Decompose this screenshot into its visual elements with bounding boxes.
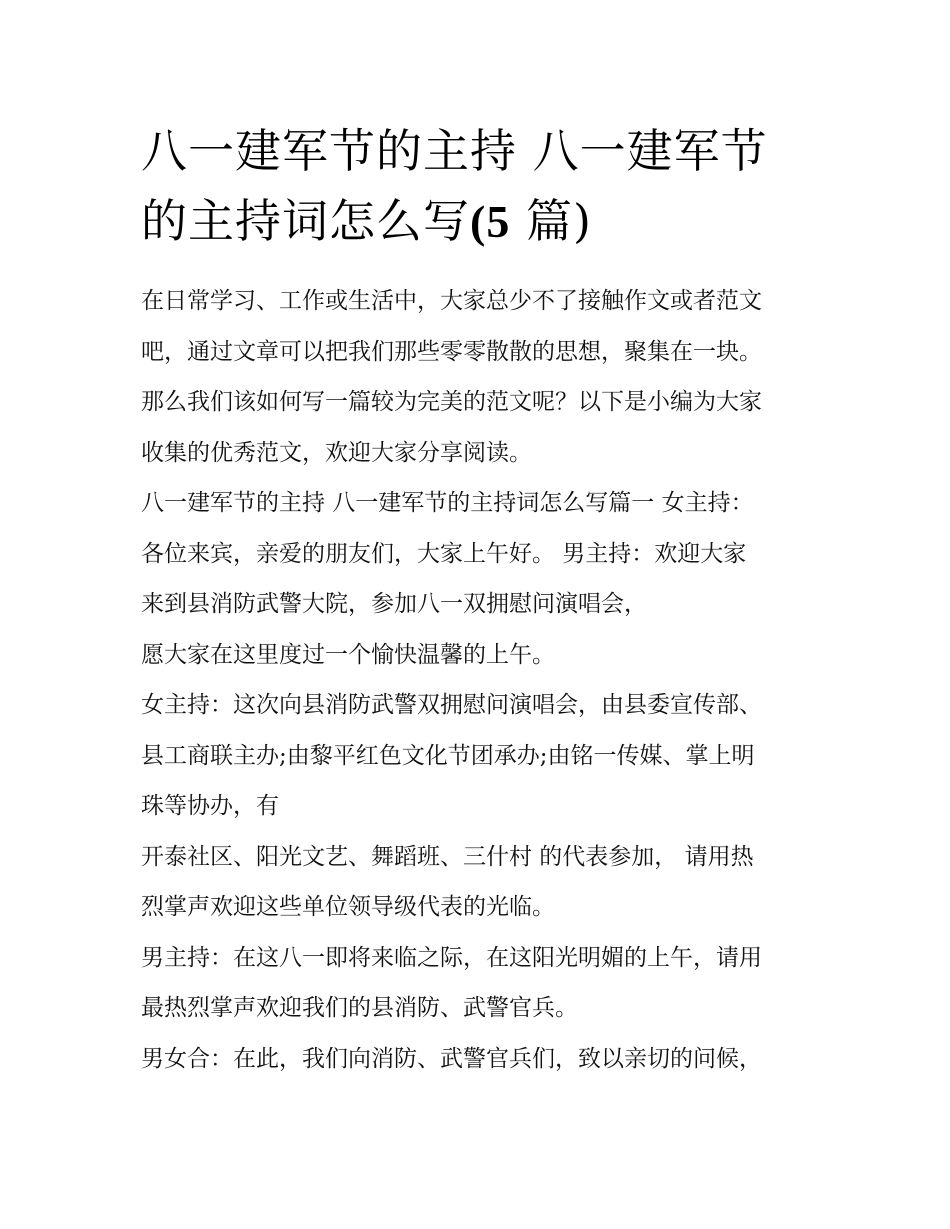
- document-title: [141, 116, 831, 257]
- title-part-1: 八一建军节的主持 八一建军节: [141, 124, 768, 178]
- body-line-9: 女主持：这次向县消防武警双拥慰问演唱会，由县委宣传部、: [141, 692, 762, 718]
- body-line-10: 县工商联主办;由黎平红色文化节团承办;由铭一传媒、掌上明: [141, 742, 755, 769]
- body-line-7: 来到县消防武警大院，参加八一双拥慰问演唱会，: [141, 591, 647, 617]
- body-line-1: 在日常学习、工作或生活中，大家总少不了接触作文或者范文: [141, 288, 762, 314]
- title-part-2: 的主持词怎么写: [141, 194, 470, 248]
- body-line-16: 男女合：在此，我们向消防、武警官兵们，致以亲切的问候，: [141, 1045, 762, 1072]
- title-paren-open: (: [470, 196, 487, 247]
- body-line-11: 珠等协办，有: [141, 793, 279, 819]
- body-line-14: 男主持：在这八一即将来临之际，在这阳光明媚的上午，请用: [141, 944, 762, 971]
- title-count: 5: [486, 196, 511, 247]
- body-line-12: 开泰社区、阳光文艺、舞蹈班、三什村 的代表参加， 请用热: [141, 843, 754, 870]
- body-line-6: 各位来宾，亲爱的朋友们，大家上午好。 男主持：欢迎大家: [141, 540, 747, 567]
- body-line-15: 最热烈掌声欢迎我们的县消防、武警官兵。: [141, 995, 578, 1021]
- body-line-4: 收集的优秀范文，欢迎大家分享阅读。: [141, 439, 532, 466]
- body-line-2: 吧，通过文章可以把我们那些零零散散的思想，聚集在一块。: [141, 338, 762, 365]
- title-unit: 篇): [510, 194, 592, 248]
- body-line-5: 八一建军节的主持 八一建军节的主持词怎么写篇一 女主持：: [141, 490, 754, 516]
- body-line-13: 烈掌声欢迎这些单位领导级代表的光临。: [141, 894, 555, 920]
- body-line-8: 愿大家在这里度过一个愉快温馨的上午。: [141, 641, 555, 668]
- document-body: [141, 276, 831, 1084]
- body-line-3: 那么我们该如何写一篇较为完美的范文呢？以下是小编为大家: [141, 389, 762, 415]
